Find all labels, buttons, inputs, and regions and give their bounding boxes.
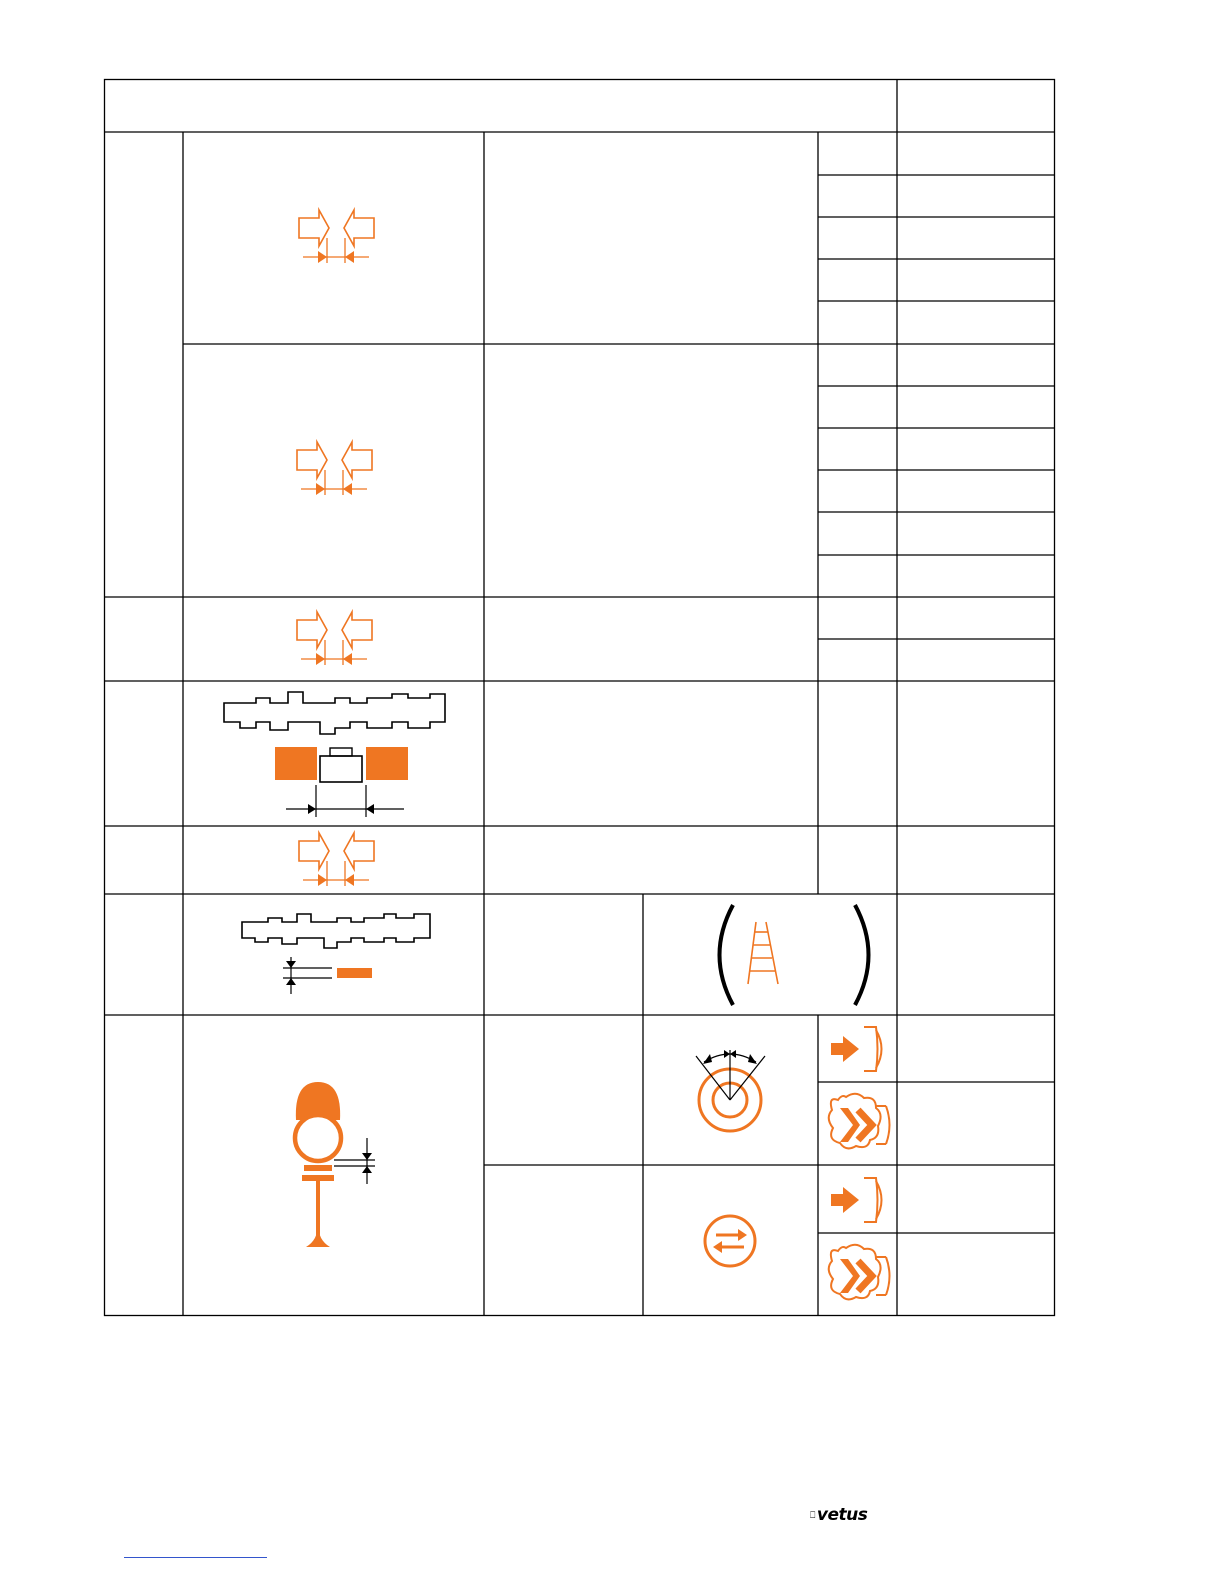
- brand-name: vetus: [816, 1505, 868, 1525]
- table-grid: [104, 79, 1055, 1316]
- camshaft-feeler-gauge-icon: [224, 692, 445, 817]
- clearance-arrows-icon: [297, 612, 372, 665]
- clearance-arrows-icon: [299, 210, 374, 263]
- intake-valve-icon: [831, 1178, 882, 1222]
- footer-link-underline[interactable]: [124, 1557, 267, 1558]
- brand-mark: ⎕: [810, 1511, 815, 1521]
- clearance-arrows-icon: [297, 442, 372, 495]
- valve-clearance-icon: [295, 1082, 375, 1247]
- clearance-arrows-icon: [299, 833, 374, 886]
- intake-valve-icon: [831, 1027, 882, 1071]
- exhaust-valve-icon: [829, 1094, 890, 1149]
- rotation-angle-icon: [696, 1050, 765, 1131]
- ladder-icon: [720, 905, 869, 1005]
- camshaft-feeler-gauge-icon: [242, 914, 430, 994]
- exhaust-valve-icon: [829, 1245, 890, 1300]
- brand-logo: [810, 1505, 867, 1525]
- overlap-rotation-icon: [705, 1216, 755, 1266]
